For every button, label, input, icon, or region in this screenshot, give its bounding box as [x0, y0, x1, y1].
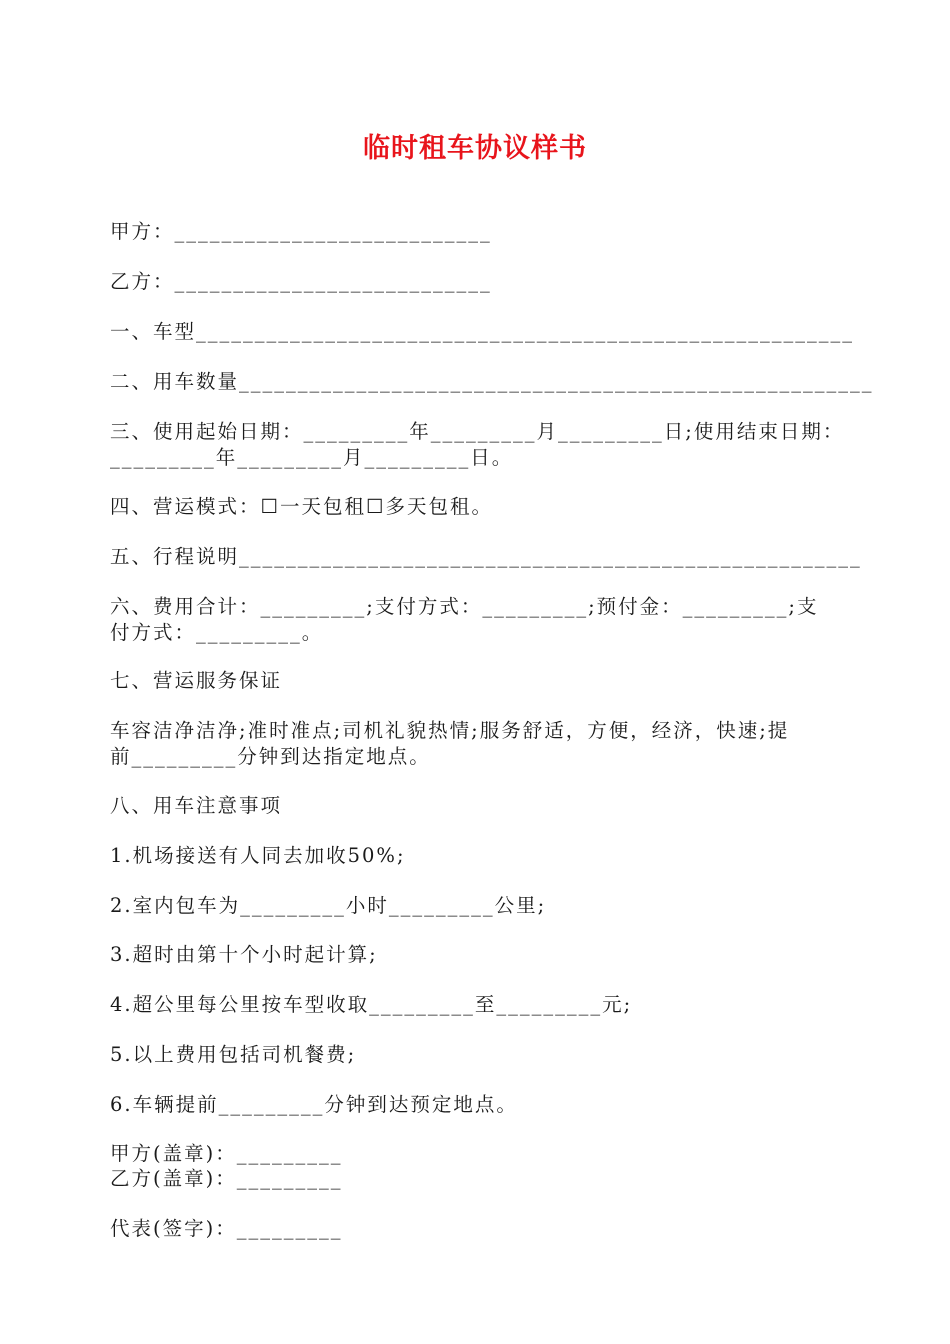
usage-date-line-2: _________年_________月_________日。 [110, 446, 514, 469]
signature-party-b: 乙方(盖章)：_________ [110, 1167, 343, 1190]
notes-heading: 八、用车注意事项 [110, 794, 283, 817]
signature-representative: 代表(签字)：_________ [110, 1217, 343, 1240]
note-item-5: 5.以上费用包括司机餐费; [110, 1043, 357, 1066]
vehicle-type-line: 一、车型________________________________________________________ [110, 320, 855, 343]
fee-total-line-2: 付方式：_________。 [110, 621, 324, 644]
note-item-2: 2.室内包车为_________小时_________公里; [110, 894, 547, 917]
note-item-4: 4.超公里每公里按车型收取_________至_________元; [110, 993, 633, 1016]
operation-mode-line: 四、营运模式：☐一天包租☐多天包租。 [110, 495, 493, 518]
vehicle-quantity-line: 二、用车数量______________________________________________________ [110, 370, 874, 393]
party-b-line: 乙方：___________________________ [110, 270, 492, 293]
service-guarantee-heading: 七、营运服务保证 [110, 669, 283, 692]
service-guarantee-line-1: 车容洁净洁净;准时准点;司机礼貌热情;服务舒适，方便，经济，快速;提 [110, 719, 790, 742]
fee-total-line-1: 六、费用合计：_________;支付方式：_________;预付金：_________;支 [110, 595, 819, 618]
document-title: 临时租车协议样书 [363, 133, 587, 164]
itinerary-line: 五、行程说明_____________________________________________________ [110, 545, 862, 568]
note-item-6: 6.车辆提前_________分钟到达预定地点。 [110, 1093, 518, 1116]
signature-party-a: 甲方(盖章)：_________ [110, 1142, 343, 1165]
note-item-3: 3.超时由第十个小时起计算; [110, 943, 378, 966]
note-item-1: 1.机场接送有人同去加收50%; [110, 844, 406, 867]
party-a-line: 甲方：___________________________ [110, 220, 492, 243]
usage-date-line-1: 三、使用起始日期：_________年_________月_________日;使用结束日期： [110, 420, 845, 443]
service-guarantee-line-2: 前_________分钟到达指定地点。 [110, 745, 431, 768]
